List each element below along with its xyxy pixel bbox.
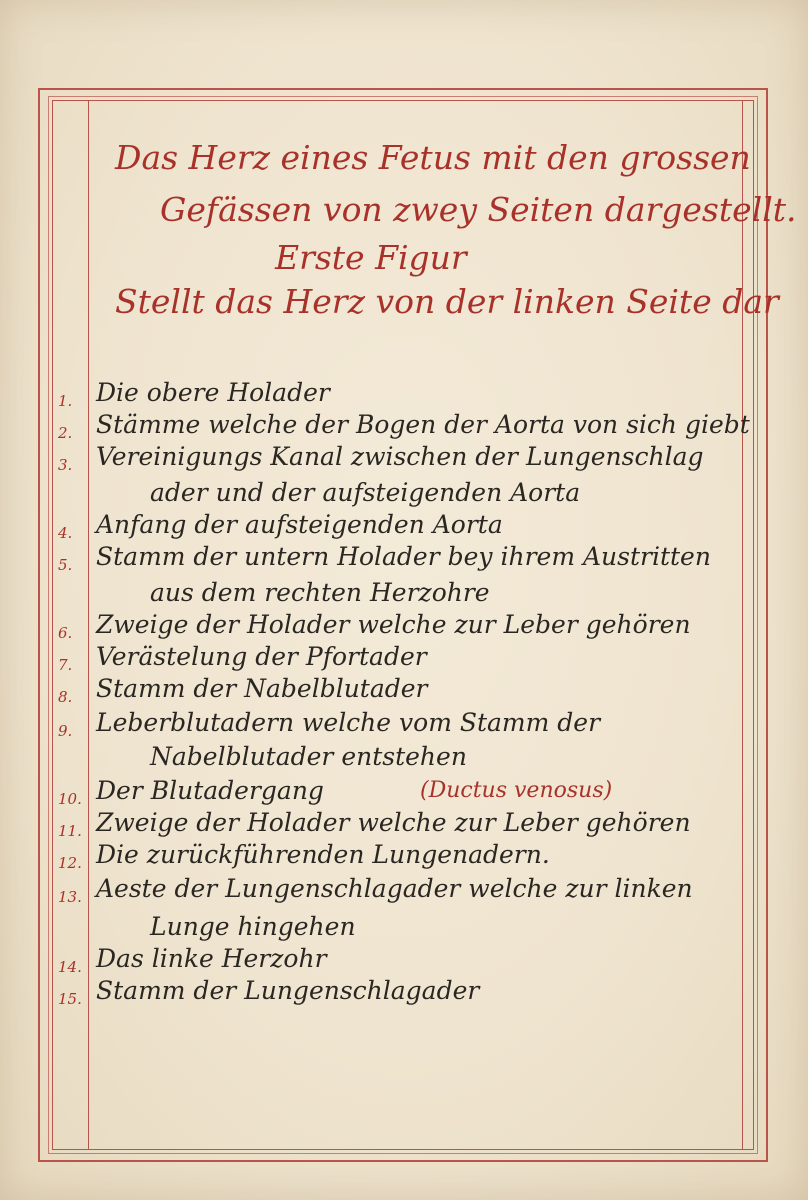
item-text: Die zurückführenden Lungenadern. <box>96 840 550 869</box>
title-line-1: Das Herz eines Fetus mit den grossen <box>115 138 751 177</box>
item-number: 14. <box>58 958 82 976</box>
item-text: Aeste der Lungenschlagader welche zur linken <box>96 874 693 903</box>
item-text: Die obere Holader <box>96 378 330 407</box>
item-number: 11. <box>58 822 82 840</box>
item-text: Zweige der Holader welche zur Leber gehören <box>96 610 691 639</box>
item-number: 15. <box>58 990 82 1008</box>
item-text: Stämme welche der Bogen der Aorta von sich giebt <box>96 410 750 439</box>
item-text: Vereinigungs Kanal zwischen der Lungenschlag <box>96 442 704 471</box>
title-line-4: Stellt das Herz von der linken Seite dar <box>115 282 779 321</box>
margin-rule-right <box>742 100 743 1150</box>
item-text: Stamm der Nabelblutader <box>96 674 428 703</box>
item-number: 5. <box>58 556 73 574</box>
item-text: Zweige der Holader welche zur Leber gehören <box>96 808 691 837</box>
item-number: 9. <box>58 722 73 740</box>
item-number: 7. <box>58 656 73 674</box>
item-text: Anfang der aufsteigenden Aorta <box>96 510 503 539</box>
item-text-continuation: Nabelblutader entstehen <box>150 742 467 771</box>
item-text-continuation: aus dem rechten Herzohre <box>150 578 490 607</box>
item-number: 10. <box>58 790 82 808</box>
item-text: Leberblutadern welche vom Stamm der <box>96 708 601 737</box>
latin-term: (Ductus venosus) <box>420 778 613 803</box>
item-number: 1. <box>58 392 73 410</box>
item-text: Verästelung der Pfortader <box>96 642 427 671</box>
item-number: 13. <box>58 888 82 906</box>
item-text: Stamm der untern Holader bey ihrem Austritten <box>96 542 711 571</box>
title-line-3: Erste Figur <box>275 238 467 277</box>
item-text: Stamm der Lungenschlagader <box>96 976 480 1005</box>
item-number: 4. <box>58 524 73 542</box>
item-number: 2. <box>58 424 73 442</box>
item-number: 6. <box>58 624 73 642</box>
item-number: 12. <box>58 854 82 872</box>
item-text-continuation: Lunge hingehen <box>150 912 356 941</box>
title-line-2: Gefässen von zwey Seiten dargestellt. <box>160 190 797 229</box>
item-number: 3. <box>58 456 73 474</box>
item-text-continuation: ader und der aufsteigenden Aorta <box>150 478 581 507</box>
item-text: Das linke Herzohr <box>96 944 327 973</box>
item-text: Der Blutadergang <box>96 776 324 805</box>
item-number: 8. <box>58 688 73 706</box>
